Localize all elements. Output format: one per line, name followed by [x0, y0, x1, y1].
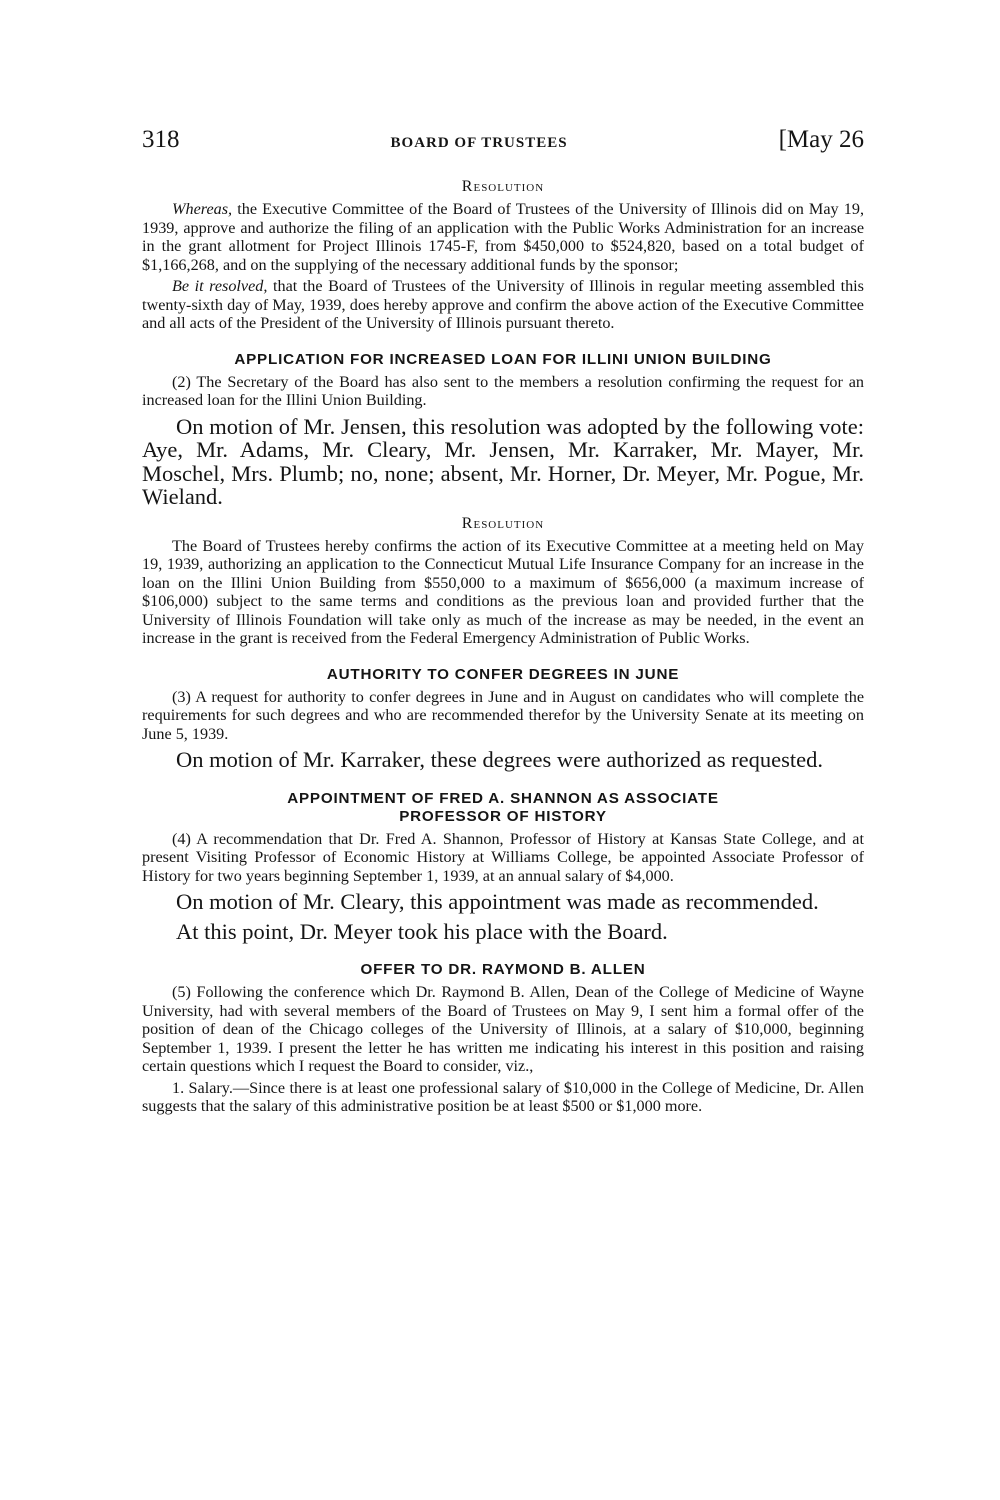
resolved-text: that the Board of Trustees of the University of Illinois in regular meeting assembled this twenty-sixth day of May, 1939, does hereby approve and confirm the above action of the Executive Committee and all acts of the President of the University of Illinois pursuant thereto. [142, 277, 864, 332]
resolved-paragraph [142, 277, 864, 333]
resolution-2-text: The Board of Trustees hereby confirms the action of its Executive Committee at a meeting held on May 19, 1939, authorizing an application to the Connecticut Mutual Life Insurance Company for an increase in the loan on the Illini Union Building from $550,000 to a maximum of $656,000 (a maximum increase of $106,000) subject to the same terms and conditions as the previous loan and provided further that the University of Illinois Foundation will take only as much of the increase as may be needed, in the event an increase in the grant is received from the Federal Emergency Administration of Public Works. [142, 536, 864, 647]
whereas-lead: Whereas, [172, 200, 233, 218]
salary-point-text: 1. Salary.—Since there is at least one professional salary of $10,000 in the College of Medicine, Dr. Allen suggests that the salary of this administrative position be at least $500 or $1,000 more. [142, 1078, 864, 1115]
section-heading-shannon-appointment [142, 790, 864, 826]
whereas-paragraph [142, 200, 864, 274]
motion-3-text: On motion of Mr. Karraker, these degrees were authorized as requested. [176, 747, 823, 772]
section-heading-allen-offer: OFFER TO DR. RAYMOND B. ALLEN [360, 961, 646, 978]
heading-line-1: APPOINTMENT OF FRED A. SHANNON AS ASSOCIATE [287, 789, 719, 807]
section-heading-degrees: AUTHORITY TO CONFER DEGREES IN JUNE [326, 665, 680, 683]
whereas-text: the Executive Committee of the Board of Trustees of the University of Illinois did on May 19, 1939, approve and authorize the filing of an application with the Public Works Administration for an increase in the grant allotment for Project Illinois 1745-F, from $450,000 to $524,820, based on a total budget of $1,166,268, and on the supplying of the necessary additional funds by the sponsor; [142, 200, 864, 274]
motion-4-text: On motion of Mr. Cleary, this appointment was made as recommended. [176, 889, 819, 914]
running-date: [May 26 [778, 126, 864, 153]
section-heading-illini-union-loan: APPLICATION FOR INCREASED LOAN FOR ILLINI UNION BUILDING [234, 350, 772, 368]
motion-2-text: On motion of Mr. Jensen, this resolution was adopted by the following vote: Aye, Mr. Adams, Mr. Cleary, Mr. Jensen, Mr. Karraker, Mr. Mayer, Mr. Moschel, Mrs. Plumb; no, none; absent, Mr. Horner, Dr. Meyer, Mr. Pogue, Mr. Wieland. [142, 413, 864, 509]
item-5-text: (5) Following the conference which Dr. Raymond B. Allen, Dean of the College of Medicine of Wayne University, had with several members of the Board of Trustees on May 9, I sent him a formal offer of the position of dean of the Chicago colleges of the University of Illinois, at a salary of $10,000, beginning September 1, 1939. I present the letter he has written me indicating his interest in this position and raising certain questions which I request the Board to consider, viz., [142, 983, 864, 1075]
item-2-text: (2) The Secretary of the Board has also sent to the members a resolution confirming the request for an increased loan for the Illini Union Building. [142, 372, 864, 409]
resolution-title: Resolution [461, 178, 545, 195]
item-4-text: (4) A recommendation that Dr. Fred A. Shannon, Professor of History at Kansas State College, and at present Visiting Professor of Economic History at Williams College, be appointed Associate Professor of History for two years beginning September 1, 1939, at an annual salary of $4,000. [142, 829, 864, 885]
heading-line-2: PROFESSOR OF HISTORY [399, 807, 607, 825]
meyer-note: At this point, Dr. Meyer took his place with the Board. [176, 918, 668, 944]
resolution-title-2: Resolution [461, 514, 545, 532]
item-3-text: (3) A request for authority to confer degrees in June and in August on candidates who will complete the requirements for such degrees and who are recommended therefor by the University Senate at its meeting on June 5, 1939. [142, 687, 864, 743]
resolved-lead: Be it resolved, [172, 277, 268, 295]
page-number: 318 [142, 126, 180, 153]
running-title: BOARD OF TRUSTEES [390, 135, 568, 151]
running-header [142, 126, 864, 166]
